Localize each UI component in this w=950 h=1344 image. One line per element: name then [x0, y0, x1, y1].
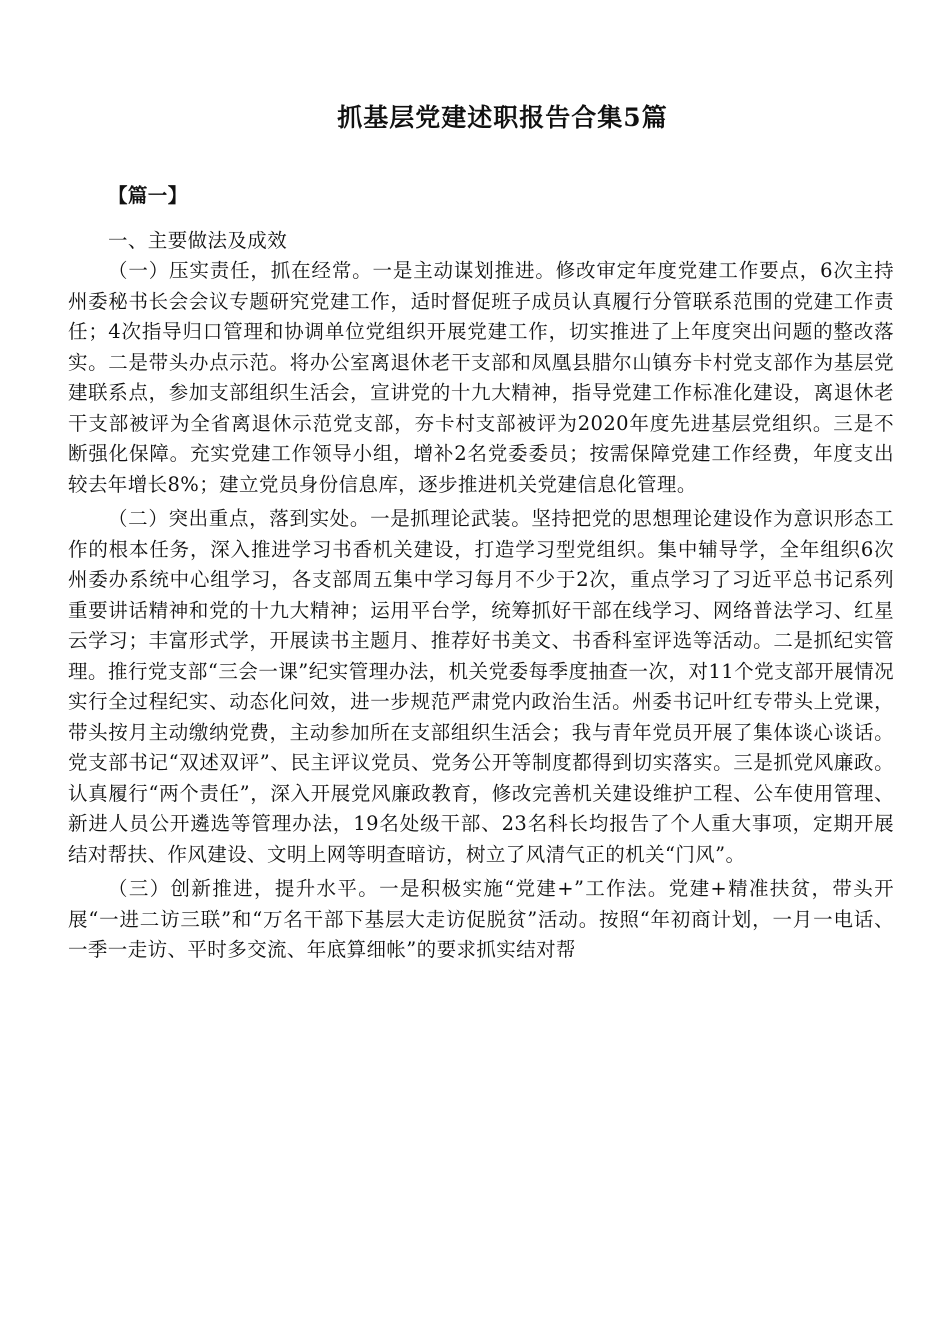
paragraph-3: （三）创新推进，提升水平。一是积极实施“党建+”工作法。党建+精准扶贫，带头开展“一进二访三联”和“万名干部下基层大走访促脱贫”活动。按照“年初商计划，一月一电话、一季一走访、平时多交流、年底算细帐”的要求抓实结对帮 — [68, 877, 894, 961]
paragraph-2: （二）突出重点，落到实处。一是抓理论武装。坚持把党的思想理论建设作为意识形态工作的根本任务，深入推进学习书香机关建设，打造学习型党组织。集中辅导学，全年组织6次州委办系统中心组学习，各支部周五集中学习每月不少于2次，重点学习了习近平总书记系列重要讲话精神和党的十九大精神；运用平台学，统筹抓好干部在线学习、网络普法学习、红星云学习；丰富形式学，开展读书主题月、推荐好书美文、书香科室评选等活动。二是抓纪实管理。推行党支部“三会一课”纪实管理办法，机关党委每季度抽查一次，对11个党支部开展情况实行全过程纪实、动态化问效，进一步规范严肃党内政治生活。州委书记叶红专带头上党课，带头按月主动缴纳党费，主动参加所在支部组织生活会；我与青年党员开展了集体谈心谈话。党支部书记“双述双评”、民主评议党员、党务公开等制度都得到切实落实。三是抓党风廉政。认真履行“两个责任”，深入开展党风廉政教育，修改完善机关建设维护工程、公车使用管理、新进人员公开遴选等管理办法，19名处级干部、23名科长均报告了个人重大事项，定期开展结对帮扶、作风建设、文明上网等明查暗访，树立了风清气正的机关“门风”。 — [68, 507, 894, 866]
section-heading: 一、主要做法及成效 — [108, 228, 288, 252]
document-body — [68, 181, 894, 966]
paragraph-1: （一）压实责任，抓在经常。一是主动谋划推进。修改审定年度党建工作要点，6次主持州委秘书长会会议专题研究党建工作，适时督促班子成员认真履行分管联系范围的党建工作责任；4次指导归口管理和协调单位党组织开展党建工作，切实推进了上年度突出问题的整改落实。二是带头办点示范。将办公室离退休老干支部和凤凰县腊尔山镇夯卡村党支部作为基层党建联系点，参加支部组织生活会，宣讲党的十九大精神，指导党建工作标准化建设，离退休老干支部被评为全省离退休示范党支部，夯卡村支部被评为2020年度先进基层党组织。三是不断强化保障。充实党建工作领导小组，增补2名党委委员；按需保障党建工作经费，年度支出较去年增长8%；建立党员身份信息库，逐步推进机关党建信息化管理。 — [68, 259, 894, 496]
document-title: 抓基层党建述职报告合集5篇 — [337, 103, 668, 132]
section-label: 【篇一】 — [108, 184, 188, 207]
